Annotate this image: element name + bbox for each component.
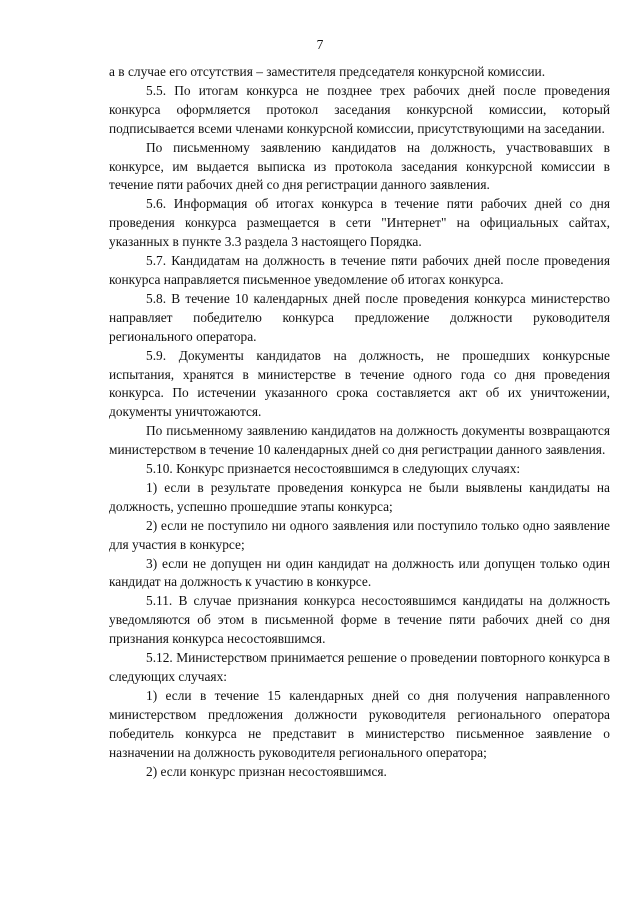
paragraph-5-10: 5.10. Конкурс признается несостоявшимся в следующих случаях:: [146, 461, 521, 477]
paragraph-5-12-item-1: 1) если в течение 15 календарных дней со дня получения направленного министерством предложения должности руководителя регионального оператора победитель конкурса не представит в министерство письменное заявление о назначении на должность руководителя регионального оператора;: [109, 687, 610, 760]
document-body: [109, 63, 610, 781]
paragraph-5-12-item-2: 2) если конкурс признан несостоявшимся.: [146, 763, 387, 779]
paragraph-5-6: 5.6. Информация об итогах конкурса в течение пяти рабочих дней со дня проведения конкурса размещается в сети "Интернет" на официальных сайтах, указанных в пункте 3.3 раздела 3 настоящего Порядка.: [109, 196, 610, 250]
paragraph-5-11: 5.11. В случае признания конкурса несостоявшимся кандидаты на должность уведомляются об этом в письменной форме в течение пяти рабочих дней со дня признания конкурса несостоявшимся.: [109, 593, 610, 647]
paragraph-5-8: 5.8. В течение 10 календарных дней после проведения конкурса министерство направляет победителю конкурса предложение должности руководителя регионального оператора.: [109, 290, 610, 344]
paragraph-5-12: 5.12. Министерством принимается решение о проведении повторного конкурса в следующих случаях:: [109, 650, 610, 684]
paragraph-5-10-item-2: 2) если не поступило ни одного заявления или поступило только одно заявление для участия в конкурсе;: [109, 517, 610, 552]
paragraph-5-9: 5.9. Документы кандидатов на должность, не прошедших конкурсные испытания, хранятся в министерстве в течение одного года со дня проведения конкурса. По истечении указанного срока составляется акт об их уничтожении, документы уничтожаются.: [109, 347, 610, 420]
paragraph-continuation: а в случае его отсутствия – заместителя председателя конкурсной комиссии.: [109, 64, 546, 79]
paragraph-documents-return: По письменному заявлению кандидатов на должность документы возвращаются министерством в течение 10 календарных дней со дня регистрации данного заявления.: [109, 423, 610, 458]
paragraph-extract-request: По письменному заявлению кандидатов на должность, участвовавших в конкурсе, им выдается выписка из протокола заседания конкурсной комиссии в течение пяти рабочих дней со дня регистрации данного заявления.: [109, 139, 610, 193]
paragraph-5-7: 5.7. Кандидатам на должность в течение пяти рабочих дней после проведения конкурса направляется письменное уведомление об итогах конкурса.: [109, 253, 610, 287]
paragraph-5-5: 5.5. По итогам конкурса не позднее трех рабочих дней после проведения конкурса оформляется протокол заседания конкурсной комиссии, который подписывается всеми членами конкурсной комиссии, присутствующими на заседании.: [109, 82, 610, 136]
paragraph-5-10-item-3: 3) если не допущен ни один кандидат на должность или допущен только один кандидат на должность к участию в конкурсе.: [109, 555, 610, 590]
page-number: 7: [316, 37, 324, 52]
paragraph-5-10-item-1: 1) если в результате проведения конкурса не были выявлены кандидаты на должность, успешно прошедшие этапы конкурса;: [109, 479, 610, 514]
